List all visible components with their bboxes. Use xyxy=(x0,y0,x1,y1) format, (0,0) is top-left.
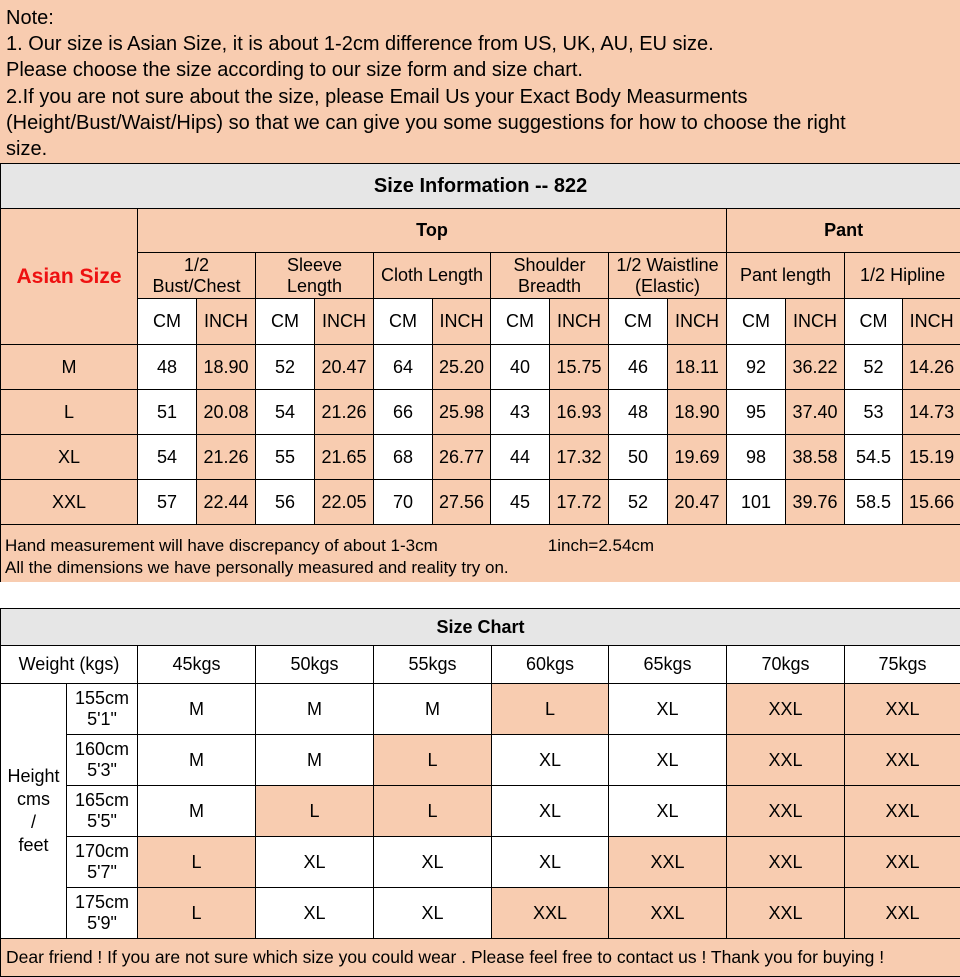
height-cm: 165cm xyxy=(74,790,130,810)
recommended-size: L xyxy=(492,684,609,735)
height-cm: 160cm xyxy=(74,739,130,759)
cm-value: 55 xyxy=(256,435,315,480)
recommended-size: L xyxy=(138,837,256,888)
weight-header: 75kgs xyxy=(845,646,960,684)
recommended-size: XL xyxy=(492,735,609,786)
size-label: XXL xyxy=(1,480,138,525)
height-value xyxy=(67,735,138,786)
cm-value: 56 xyxy=(256,480,315,525)
height-cm: 175cm xyxy=(74,892,130,912)
measure-header-line: Shoulder xyxy=(513,254,586,275)
height-value xyxy=(67,684,138,735)
inch-value: 16.93 xyxy=(550,390,609,435)
cm-value: 40 xyxy=(491,345,550,390)
table-row xyxy=(1,735,960,786)
height-value xyxy=(67,888,138,939)
unit-inch-header: INCH xyxy=(786,299,845,345)
recommended-size: M xyxy=(138,684,256,735)
inch-value: 20.08 xyxy=(197,390,256,435)
cm-value: 54.5 xyxy=(845,435,903,480)
cm-value: 68 xyxy=(374,435,433,480)
inch-value: 38.58 xyxy=(786,435,845,480)
measure-header: Pant length xyxy=(727,253,845,299)
cm-value: 52 xyxy=(609,480,668,525)
note-line: (Height/Bust/Waist/Hips) so that we can give you some suggestions for how to choose the right xyxy=(6,111,846,134)
cm-value: 64 xyxy=(374,345,433,390)
unit-cm-header: CM xyxy=(138,299,197,345)
table-row xyxy=(1,480,960,525)
height-value xyxy=(67,786,138,837)
measure-header xyxy=(256,253,374,299)
group-pant-header: Pant xyxy=(727,209,960,253)
measure-header: Cloth Length xyxy=(374,253,491,299)
recommended-size: XL xyxy=(609,786,727,837)
measure-header-line: 1/2 xyxy=(183,254,210,275)
inch-value: 20.47 xyxy=(315,345,374,390)
footnote-discrepancy: Hand measurement will have discrepancy of about 1-3cm xyxy=(5,536,438,555)
cm-value: 52 xyxy=(845,345,903,390)
table-row xyxy=(1,435,960,480)
unit-cm-header: CM xyxy=(845,299,903,345)
footnote-measured: All the dimensions we have personally measured and reality try on. xyxy=(5,558,509,577)
inch-value: 17.32 xyxy=(550,435,609,480)
height-ft: 5'1" xyxy=(87,709,117,729)
recommended-size: L xyxy=(138,888,256,939)
cm-value: 54 xyxy=(138,435,197,480)
cm-value: 45 xyxy=(491,480,550,525)
recommended-size: M xyxy=(374,684,492,735)
table-row xyxy=(1,888,960,939)
height-ft: 5'7" xyxy=(87,862,117,882)
inch-value: 25.98 xyxy=(433,390,491,435)
recommended-size: M xyxy=(256,735,374,786)
cm-value: 54 xyxy=(256,390,315,435)
unit-inch-header: INCH xyxy=(903,299,960,345)
note-section xyxy=(0,0,960,163)
unit-inch-header: INCH xyxy=(433,299,491,345)
inch-value: 22.44 xyxy=(197,480,256,525)
measure-header-line: (Elastic) xyxy=(634,275,700,296)
inch-value: 18.90 xyxy=(668,390,727,435)
recommended-size: XL xyxy=(609,735,727,786)
weight-header: 70kgs xyxy=(727,646,845,684)
recommended-size: M xyxy=(138,735,256,786)
unit-cm-header: CM xyxy=(256,299,315,345)
recommended-size: XXL xyxy=(727,837,845,888)
recommended-size: XXL xyxy=(727,735,845,786)
cm-value: 95 xyxy=(727,390,786,435)
note-line: Note: xyxy=(6,7,54,29)
size-information-title: Size Information -- 822 xyxy=(1,164,960,209)
measure-header-line: Length xyxy=(286,275,343,296)
unit-inch-header: INCH xyxy=(550,299,609,345)
inch-value: 18.90 xyxy=(197,345,256,390)
measure-header-line: 1/2 Waistline xyxy=(616,254,719,275)
inch-value: 21.65 xyxy=(315,435,374,480)
measure-header: 1/2 Hipline xyxy=(845,253,960,299)
unit-cm-header: CM xyxy=(374,299,433,345)
measure-header-line: Breadth xyxy=(517,275,582,296)
inch-value: 27.56 xyxy=(433,480,491,525)
weight-header: 50kgs xyxy=(256,646,374,684)
recommended-size: XXL xyxy=(845,684,960,735)
recommended-size: XL xyxy=(492,837,609,888)
measure-header-line: Sleeve xyxy=(286,254,343,275)
recommended-size: L xyxy=(256,786,374,837)
group-top-header: Top xyxy=(138,209,727,253)
inch-value: 17.72 xyxy=(550,480,609,525)
recommended-size: M xyxy=(256,684,374,735)
height-label-line: Height xyxy=(7,766,60,786)
cm-value: 66 xyxy=(374,390,433,435)
cm-value: 48 xyxy=(609,390,668,435)
inch-value: 37.40 xyxy=(786,390,845,435)
height-ft: 5'5" xyxy=(87,811,117,831)
cm-value: 48 xyxy=(138,345,197,390)
inch-value: 15.75 xyxy=(550,345,609,390)
height-cm: 155cm xyxy=(74,688,130,708)
recommended-size: XL xyxy=(374,837,492,888)
table-row xyxy=(1,390,960,435)
recommended-size: XXL xyxy=(845,888,960,939)
weight-header: 60kgs xyxy=(492,646,609,684)
recommended-size: L xyxy=(374,735,492,786)
unit-inch-header: INCH xyxy=(197,299,256,345)
unit-cm-header: CM xyxy=(491,299,550,345)
recommended-size: XXL xyxy=(845,735,960,786)
size-information-footnote xyxy=(1,525,960,583)
cm-value: 57 xyxy=(138,480,197,525)
inch-value: 21.26 xyxy=(315,390,374,435)
cm-value: 92 xyxy=(727,345,786,390)
size-label: L xyxy=(1,390,138,435)
recommended-size: XL xyxy=(374,888,492,939)
size-chart-title: Size Chart xyxy=(1,609,960,646)
cm-value: 44 xyxy=(491,435,550,480)
note-line: Please choose the size according to our size form and size chart. xyxy=(6,59,583,82)
recommended-size: XXL xyxy=(845,786,960,837)
recommended-size: XL xyxy=(256,837,374,888)
cm-value: 51 xyxy=(138,390,197,435)
height-label xyxy=(1,684,67,939)
unit-inch-header: INCH xyxy=(315,299,374,345)
inch-value: 15.19 xyxy=(903,435,960,480)
height-label-line: / xyxy=(30,812,36,832)
inch-value: 20.47 xyxy=(668,480,727,525)
table-row xyxy=(1,684,960,735)
weight-label: Weight (kgs) xyxy=(1,646,138,684)
weight-header: 55kgs xyxy=(374,646,492,684)
unit-inch-header: INCH xyxy=(668,299,727,345)
recommended-size: M xyxy=(138,786,256,837)
size-chart-footer: Dear friend ! If you are not sure which size you could wear . Please feel free to contact us ! Thank you for buying ! xyxy=(1,939,960,977)
note-line: 2.If you are not sure about the size, please Email Us your Exact Body Measurments xyxy=(6,85,748,108)
measure-header xyxy=(491,253,609,299)
inch-value: 21.26 xyxy=(197,435,256,480)
inch-value: 36.22 xyxy=(786,345,845,390)
inch-value: 39.76 xyxy=(786,480,845,525)
measure-header xyxy=(138,253,256,299)
recommended-size: XXL xyxy=(845,837,960,888)
recommended-size: XL xyxy=(492,786,609,837)
weight-header: 45kgs xyxy=(138,646,256,684)
weight-header: 65kgs xyxy=(609,646,727,684)
cm-value: 43 xyxy=(491,390,550,435)
height-label-line: feet xyxy=(18,835,49,855)
cm-value: 52 xyxy=(256,345,315,390)
cm-value: 101 xyxy=(727,480,786,525)
cm-value: 70 xyxy=(374,480,433,525)
asian-size-label: Asian Size xyxy=(1,209,138,345)
size-label: XL xyxy=(1,435,138,480)
recommended-size: XXL xyxy=(609,888,727,939)
recommended-size: XXL xyxy=(727,684,845,735)
size-chart-table xyxy=(0,608,960,977)
recommended-size: XL xyxy=(256,888,374,939)
height-ft: 5'3" xyxy=(87,760,117,780)
note-line: size. xyxy=(6,138,48,161)
note-line: 1. Our size is Asian Size, it is about 1-2cm difference from US, UK, AU, EU size. xyxy=(6,33,714,56)
height-ft: 5'9" xyxy=(87,913,117,933)
table-row xyxy=(1,786,960,837)
unit-cm-header: CM xyxy=(727,299,786,345)
inch-value: 25.20 xyxy=(433,345,491,390)
inch-value: 14.26 xyxy=(903,345,960,390)
inch-value: 14.73 xyxy=(903,390,960,435)
footnote-conversion: 1inch=2.54cm xyxy=(547,536,655,555)
recommended-size: XXL xyxy=(727,786,845,837)
height-value xyxy=(67,837,138,888)
recommended-size: L xyxy=(374,786,492,837)
inch-value: 15.66 xyxy=(903,480,960,525)
table-row xyxy=(1,837,960,888)
cm-value: 46 xyxy=(609,345,668,390)
measure-header xyxy=(609,253,727,299)
size-information-table xyxy=(0,163,960,583)
table-row xyxy=(1,345,960,390)
unit-cm-header: CM xyxy=(609,299,668,345)
size-label: M xyxy=(1,345,138,390)
section-gap xyxy=(0,582,960,608)
recommended-size: XL xyxy=(609,684,727,735)
inch-value: 26.77 xyxy=(433,435,491,480)
inch-value: 19.69 xyxy=(668,435,727,480)
cm-value: 58.5 xyxy=(845,480,903,525)
recommended-size: XXL xyxy=(727,888,845,939)
recommended-size: XXL xyxy=(492,888,609,939)
cm-value: 98 xyxy=(727,435,786,480)
inch-value: 18.11 xyxy=(668,345,727,390)
inch-value: 22.05 xyxy=(315,480,374,525)
recommended-size: XXL xyxy=(609,837,727,888)
cm-value: 50 xyxy=(609,435,668,480)
height-label-line: cms xyxy=(17,789,50,809)
cm-value: 53 xyxy=(845,390,903,435)
height-cm: 170cm xyxy=(74,841,130,861)
measure-header-line: Bust/Chest xyxy=(152,275,241,296)
